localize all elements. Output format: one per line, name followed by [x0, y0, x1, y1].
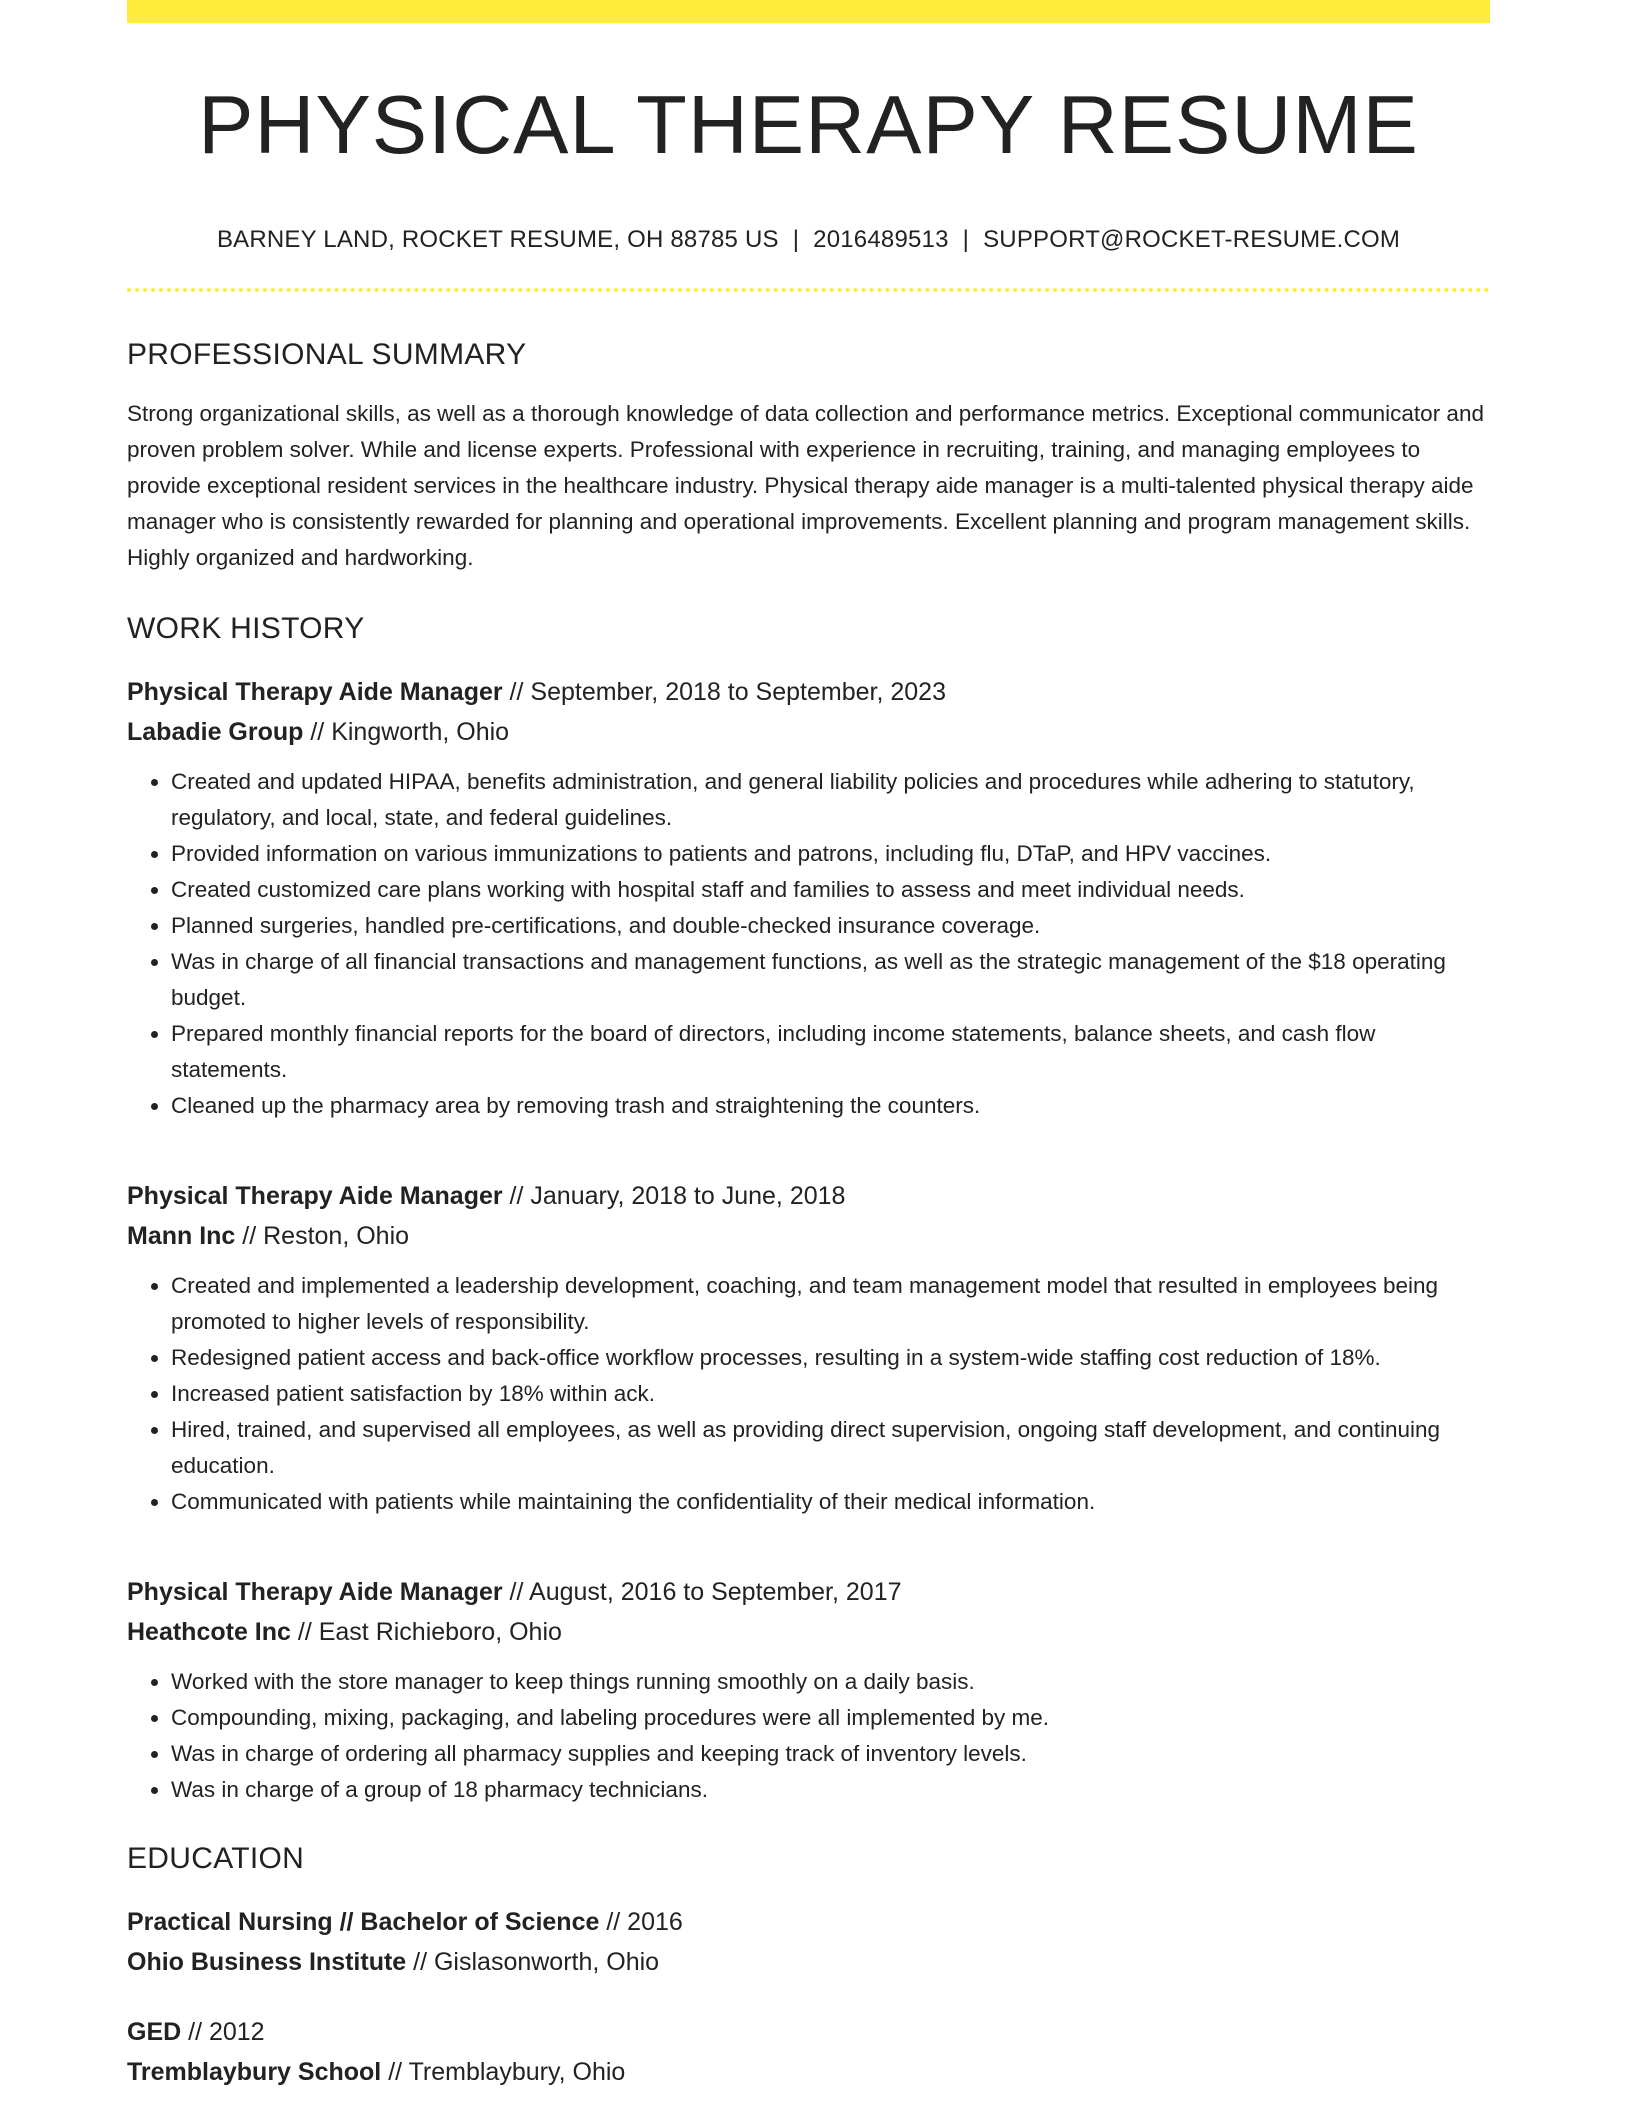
job-bullet: • Cleaned up the pharmacy area by removing trash and straightening the counters. [171, 1088, 1490, 1124]
job-title-line [127, 1176, 1490, 1216]
job-title: Physical Therapy Aide Manager [127, 678, 503, 707]
contact-separator: | [792, 226, 800, 254]
top-accent-bar [127, 0, 1490, 23]
job-company: Labadie Group [127, 718, 304, 747]
job-title: Physical Therapy Aide Manager [127, 1578, 503, 1607]
education-school-line [127, 1942, 1490, 1982]
education-location: // Gislasonworth, Ohio [406, 1948, 660, 1977]
education-location: // Tremblaybury, Ohio [381, 2058, 626, 2087]
job-company: Mann Inc [127, 1222, 236, 1251]
job-bullets [127, 764, 1490, 1124]
education-entry [127, 2012, 1490, 2092]
job-company-line [127, 1216, 1490, 1256]
resume-page [127, 0, 1490, 2092]
job-title: Physical Therapy Aide Manager [127, 1182, 503, 1211]
contact-address: BARNEY LAND, ROCKET RESUME, OH 88785 US [216, 226, 779, 254]
job-bullet: • Was in charge of ordering all pharmacy supplies and keeping track of inventory levels. [171, 1736, 1490, 1772]
job-company-line [127, 1612, 1490, 1652]
contact-email: SUPPORT@ROCKET-RESUME.COM [983, 226, 1401, 254]
education-school: Tremblaybury School [127, 2058, 382, 2087]
job-company: Heathcote Inc [127, 1618, 291, 1647]
job-location: // Kingworth, Ohio [303, 718, 510, 747]
job-entry [127, 1572, 1490, 1808]
job-location: // Reston, Ohio [235, 1222, 410, 1251]
job-bullet: • Created and updated HIPAA, benefits administration, and general liability policies and procedures while adhering to statutory, regulatory, and local, state, and federal guidelines. [171, 764, 1490, 836]
education-degree: GED [127, 2018, 182, 2047]
job-bullet: • Worked with the store manager to keep things running smoothly on a daily basis. [171, 1664, 1490, 1700]
job-bullet: • Redesigned patient access and back-office workflow processes, resulting in a system-wide staffing cost reduction of 18%. [171, 1340, 1490, 1376]
job-title-line [127, 1572, 1490, 1612]
dotted-divider [127, 288, 1490, 292]
job-bullet: • Created and implemented a leadership development, coaching, and team management model that resulted in employees being promoted to higher levels of responsibility. [171, 1268, 1490, 1340]
education-degree: Practical Nursing // Bachelor of Science [127, 1908, 600, 1937]
job-bullets [127, 1664, 1490, 1808]
education-degree-line [127, 1902, 1490, 1942]
resume-title: PHYSICAL THERAPY RESUME [198, 78, 1419, 171]
job-company-line [127, 712, 1490, 752]
education-school: Ohio Business Institute [127, 1948, 407, 1977]
job-bullet: • Compounding, mixing, packaging, and labeling procedures were all implemented by me. [171, 1700, 1490, 1736]
work-history-heading: WORK HISTORY [127, 612, 365, 646]
education-year: // 2016 [599, 1908, 683, 1937]
education-degree-line [127, 2012, 1490, 2052]
job-bullet: • Communicated with patients while maintaining the confidentiality of their medical information. [171, 1484, 1490, 1520]
job-entry [127, 672, 1490, 1124]
job-bullet: • Increased patient satisfaction by 18% within ack. [171, 1376, 1490, 1412]
job-location: // East Richieboro, Ohio [290, 1618, 562, 1647]
job-dates: // August, 2016 to September, 2017 [502, 1578, 902, 1607]
summary-text: Strong organizational skills, as well as a thorough knowledge of data collection and performance metrics. Exceptional communicator and proven problem solver. While and license experts. Professional with experience in recruiting, training, and managing employees to provide exceptional resident services in the healthcare industry. Physical therapy aide manager is a multi-talented physical therapy aide manager who is consistently rewarded for planning and operational improvements. Excellent planning and program management skills. Highly organized and hardworking. [127, 401, 1484, 571]
education-year: // 2012 [181, 2018, 265, 2047]
job-entry [127, 1176, 1490, 1520]
job-dates: // September, 2018 to September, 2023 [502, 678, 946, 707]
job-bullet: • Prepared monthly financial reports for the board of directors, including income statements, balance sheets, and cash flow statements. [171, 1016, 1490, 1088]
job-bullet: • Planned surgeries, handled pre-certifications, and double-checked insurance coverage. [171, 908, 1490, 944]
job-title-line [127, 672, 1490, 712]
summary-heading: PROFESSIONAL SUMMARY [127, 338, 527, 372]
job-bullet: • Was in charge of a group of 18 pharmacy technicians. [171, 1772, 1490, 1808]
job-bullets [127, 1268, 1490, 1520]
contact-separator: | [962, 226, 970, 254]
contact-phone: 2016489513 [813, 226, 949, 254]
education-entry [127, 1902, 1490, 1982]
education-heading: EDUCATION [127, 1842, 305, 1876]
education-school-line [127, 2052, 1490, 2092]
job-bullet: • Created customized care plans working with hospital staff and families to assess and meet individual needs. [171, 872, 1490, 908]
job-dates: // January, 2018 to June, 2018 [502, 1182, 846, 1211]
job-bullet: • Hired, trained, and supervised all employees, as well as providing direct supervision, ongoing staff development, and continuing education. [171, 1412, 1490, 1484]
contact-line [127, 226, 1490, 254]
job-bullet: • Was in charge of all financial transactions and management functions, as well as the strategic management of the $18 operating budget. [171, 944, 1490, 1016]
job-bullet: • Provided information on various immunizations to patients and patrons, including flu, DTaP, and HPV vaccines. [171, 836, 1490, 872]
